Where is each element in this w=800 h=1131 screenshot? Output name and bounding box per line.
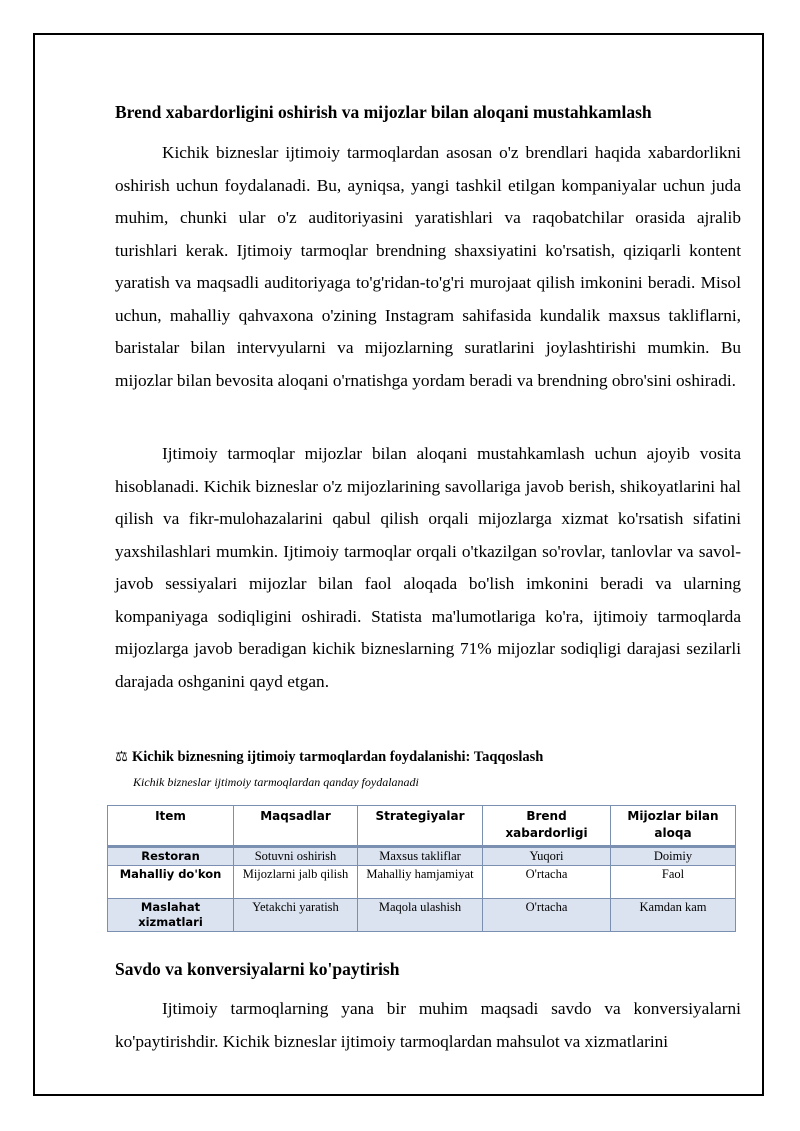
table-cell: Doimiy [611,847,736,866]
table-cell-item: Mahalliy do'kon [108,866,234,899]
column-header-goals: Maqsadlar [234,806,358,847]
paragraph-sales: Ijtimoiy tarmoqlarning yana bir muhim maqsadi savdo va konversiyalarni ko'paytirishdir. Kichik bizneslar ijtimoiy tarmoqlardan mahsulot va xizmatlarini [115,999,741,1051]
table-row [108,899,736,932]
scale-icon: ⚖ [115,749,128,765]
column-header-brand-awareness: Brend xabardorligi [483,806,611,847]
table-cell: O'rtacha [483,866,611,899]
table-cell: O'rtacha [483,899,611,932]
table-cell: Faol [611,866,736,899]
table-cell: Mijozlarni jalb qilish [234,866,358,899]
table-cell: Yetakchi yaratish [234,899,358,932]
table-cell: Mahalliy hamjamiyat [358,866,483,899]
column-header-item: Item [108,806,234,847]
table-row [108,866,736,899]
table-cell: Yuqori [483,847,611,866]
table-title [115,749,543,766]
table-cell: Maxsus takliflar [358,847,483,866]
comparison-table [107,805,736,932]
paragraph-customer-relations: Ijtimoiy tarmoqlar mijozlar bilan aloqani mustahkamlash uchun ajoyib vosita hisoblanadi. Kichik bizneslar o'z mijozlarining savollariga javob berish, shikoyatlarini hal qilish va fikr-mulohazalarini qabul qilish orqali mijozlarga xizmat ko'rsatish sifatini yaxshilashlari mumkin. Ijtimoiy tarmoqlar orqali o'tkazilgan so'rovlar, tanlovlar va savol-javob sessiyalari mijozlar bilan faol aloqada bo'lish imkonini beradi va ularning kompaniyaga sodiqligini oshiradi. Statista ma'lumotlariga ko'ra, ijtimoiy tarmoqlarda mijozlarga javob beradigan kichik bizneslarning 71% mijozlar sodiqligi darajasi sezilarli darajada oshganini qayd etgan. [115,444,741,691]
table-cell: Maqola ulashish [358,899,483,932]
table-cell: Kamdan kam [611,899,736,932]
paragraph-brand-awareness: Kichik bizneslar ijtimoiy tarmoqlardan asosan o'z brendlari haqida xabardorlikni oshirish uchun foydalanadi. Bu, ayniqsa, yangi tashkil etilgan kompaniyalar uchun juda muhim, chunki ular o'z auditoriyasini yaratishlari va raqobatchilar orasida ajralib turishlari kerak. Ijtimoiy tarmoqlar brendning shaxsiyatini ko'rsatish, qiziqarli kontent yaratish va maqsadli auditoriyaga to'g'ridan-to'g'ri murojaat qilish imkonini beradi. Misol uchun, mahalliy qahvaxona o'zining Instagram sahifasida kundalik maxsus takliflarni, baristalar bilan intervyularni va mijozlarning suratlarini joylashtirishi mumkin. Bu mijozlar bilan bevosita aloqani o'rnatishga yordam beradi va brendning obro'sini oshiradi. [115,143,741,390]
column-header-strategies: Strategiyalar [358,806,483,847]
table-subtitle: Kichik bizneslar ijtimoiy tarmoqlardan qanday foydalanadi [133,775,419,789]
table-cell: Sotuvni oshirish [234,847,358,866]
section-heading-brand-awareness: Brend xabardorligini oshirish va mijozlar bilan aloqani mustahkamlash [115,102,652,122]
table-title-text: Kichik biznesning ijtimoiy tarmoqlardan foydalanishi: Taqqoslash [132,749,544,765]
column-header-customer-contact: Mijozlar bilan aloqa [611,806,736,847]
table-header-row [108,806,736,847]
table-cell-item: Restoran [108,847,234,866]
section-heading-sales: Savdo va konversiyalarni ko'paytirish [115,959,400,979]
table-cell-item: Maslahat xizmatlari [108,899,234,932]
table-row [108,847,736,866]
